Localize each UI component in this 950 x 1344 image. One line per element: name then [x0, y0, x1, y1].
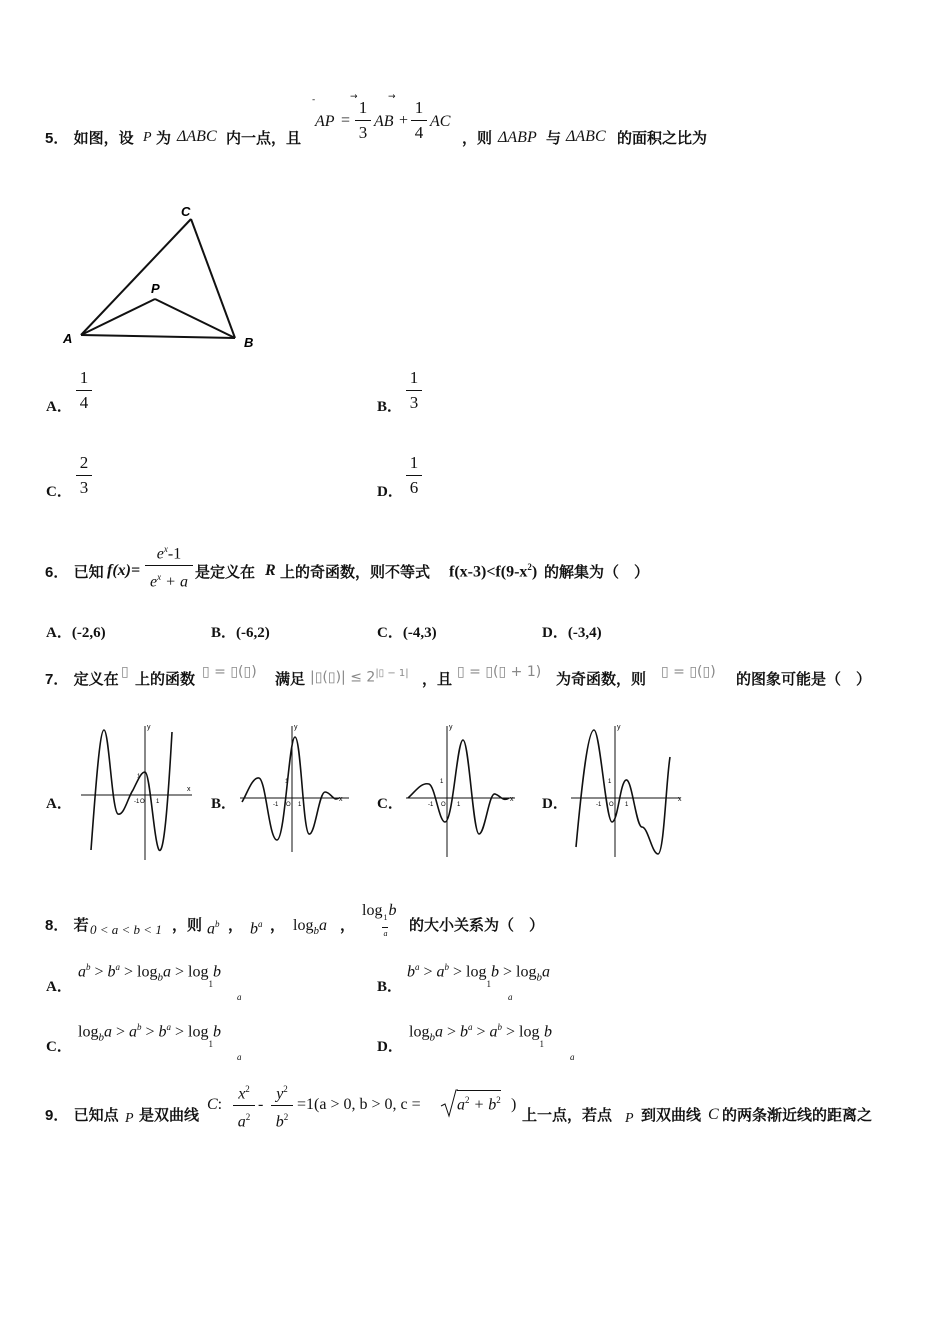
- q5-text-6: 的面积之比为: [617, 129, 708, 147]
- svg-text:-1: -1: [428, 802, 434, 808]
- q5-option-d[interactable]: D． 1 6: [377, 453, 477, 503]
- svg-text:1: 1: [457, 802, 461, 808]
- svg-text:1: 1: [625, 802, 629, 808]
- q5-text-5: 与: [546, 129, 562, 147]
- curve-a: [91, 730, 172, 850]
- q8-option-c[interactable]: C． $\log_ba > a^b > b^a > \log_1b$ a: [46, 1022, 242, 1062]
- svg-text:1: 1: [137, 774, 141, 780]
- svg-text:x: x: [510, 796, 514, 803]
- q8-option-d[interactable]: D． $\log_ba > b^a > a^b > \log_1b$ a: [377, 1022, 575, 1062]
- q7-graph-c[interactable]: [403, 722, 523, 862]
- svg-text:x: x: [678, 796, 682, 803]
- edge-ab: [81, 335, 235, 338]
- q5-vector-equation: - → → AP = 1 3 AB + 1 4 AC: [312, 92, 451, 142]
- svg-text:y: y: [147, 724, 151, 731]
- svg-text:-1: -1: [273, 802, 279, 808]
- q7-graph-b[interactable]: [237, 722, 357, 862]
- q6-fraction: $e^x-1$ $e^x + a$: [145, 538, 193, 588]
- q5-text-3: 内一点，且: [226, 129, 302, 147]
- label-a: A: [63, 331, 73, 346]
- q5-vec-ap: AP: [315, 113, 335, 130]
- q7-option-a-label[interactable]: A．: [46, 796, 72, 812]
- svg-text:O: O: [609, 802, 614, 808]
- svg-text:1: 1: [285, 779, 289, 785]
- curve-c: [408, 740, 509, 834]
- q7-stem: 7． 定义在: [45, 670, 119, 688]
- q9-stem: 9． 已知点: [45, 1106, 119, 1124]
- svg-text:1: 1: [156, 799, 160, 805]
- svg-text:-1: -1: [134, 799, 140, 805]
- svg-text:1: 1: [298, 802, 302, 808]
- svg-text:1: 1: [440, 779, 444, 785]
- q7-number: 7: [45, 671, 54, 688]
- svg-text:-1: -1: [596, 802, 602, 808]
- q8-number: 8: [45, 917, 54, 934]
- q5-triangle-abc: ΔABC: [177, 128, 217, 145]
- svg-text:O: O: [441, 802, 446, 808]
- q8-stem: 8． 若: [45, 916, 89, 934]
- svg-text:x: x: [339, 796, 343, 803]
- q7-option-b-label[interactable]: B．: [211, 796, 237, 812]
- svg-text:y: y: [617, 724, 621, 731]
- svg-text:O: O: [140, 799, 145, 805]
- q5-text-2: 为: [156, 129, 172, 147]
- q5-number: 5: [45, 130, 54, 147]
- q7-graph-a[interactable]: [76, 722, 196, 862]
- label-p: P: [151, 281, 160, 296]
- q5-option-a[interactable]: A． 1 4: [46, 368, 146, 418]
- q8-option-b[interactable]: B． $b^a > a^b > \log_1b > \log_ba$ a: [377, 962, 550, 1002]
- q5-triangle-abc-2: ΔABC: [566, 128, 606, 145]
- q5-frac-one-third: 1 3: [353, 98, 373, 143]
- svg-text:x: x: [187, 786, 191, 793]
- q5-stem: 5． 如图，设: [45, 129, 134, 147]
- svg-text:y: y: [294, 724, 298, 731]
- q5-triangle-figure: [55, 195, 265, 355]
- label-c: C: [181, 204, 191, 219]
- q6-inequality: $f(x-3)<f(9-x^2)$: [449, 562, 538, 581]
- q5-frac-one-quarter: 1 4: [409, 98, 429, 143]
- q6-number: 6: [45, 564, 54, 581]
- q6-option-a[interactable]: A．(-2,6): [46, 625, 106, 641]
- q8-option-a[interactable]: A． $a^b > b^a > \log_ba > \log_1b$ a: [46, 962, 242, 1002]
- edge-ac: [81, 219, 191, 335]
- q8-condition: 0 < a < b < 1: [90, 922, 162, 937]
- q6-stem: 6． 已知: [45, 563, 104, 581]
- q6-option-c[interactable]: C．(-4,3): [377, 625, 437, 641]
- svg-text:O: O: [286, 802, 291, 808]
- q5-point-p: P: [143, 130, 152, 145]
- q5-vec-ac: AC: [430, 113, 451, 130]
- edge-ap: [81, 299, 155, 335]
- curve-d: [576, 730, 670, 854]
- q7-option-d-label[interactable]: D．: [542, 796, 568, 812]
- sqrt-sign: [440, 1088, 458, 1118]
- q9-hyperbola-equation: C: $x^2$ $a^2$ - $y^2$ $b^2$ =1(a > 0, b > 0, c = $a^2 + b^2$ ): [207, 1084, 517, 1131]
- q9-number: 9: [45, 1107, 54, 1124]
- svg-text:1: 1: [608, 779, 612, 785]
- q5-vec-ab: AB: [374, 113, 394, 130]
- q7-option-c-label[interactable]: C．: [377, 796, 403, 812]
- q5-option-b[interactable]: B． 1 3: [377, 368, 477, 418]
- q6-r: R: [265, 562, 276, 579]
- svg-text:y: y: [449, 724, 453, 731]
- curve-b: [242, 737, 339, 840]
- q6-fx: f(x)=: [107, 562, 141, 579]
- q5-triangle-abp: ΔABP: [498, 129, 537, 146]
- q5-text-4: ，则: [462, 129, 493, 147]
- q6-option-b[interactable]: B．(-6,2): [211, 625, 270, 641]
- q6-option-d[interactable]: D．(-3,4): [542, 625, 602, 641]
- label-b: B: [244, 335, 254, 350]
- q5-option-c[interactable]: C． 2 3: [46, 453, 146, 503]
- q7-graph-d[interactable]: [568, 722, 688, 862]
- q5-text-1: 如图，设: [73, 129, 134, 147]
